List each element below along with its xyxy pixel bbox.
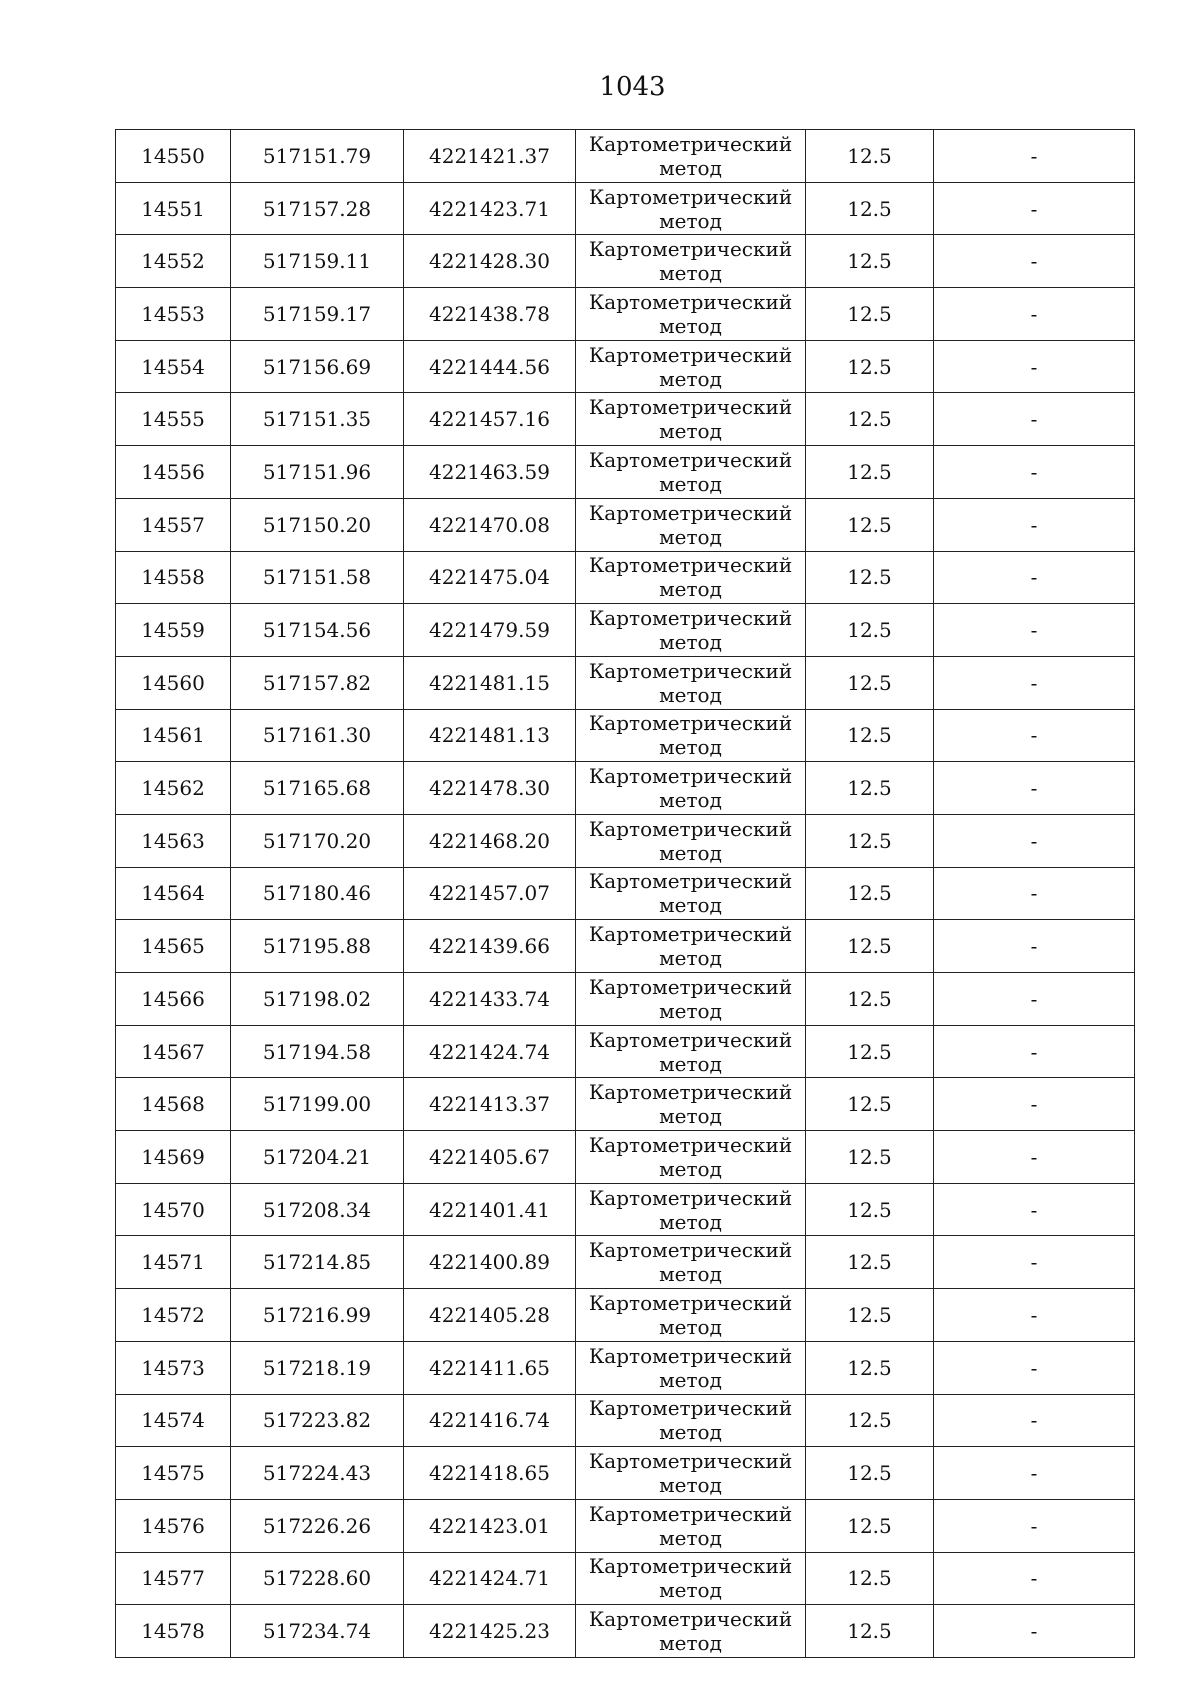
method-cell — [576, 762, 806, 815]
method-cell — [576, 1341, 806, 1394]
point-id-cell: 14558 — [116, 551, 231, 604]
method-cell — [576, 1447, 806, 1500]
x-coordinate-cell: 517228.60 — [231, 1552, 404, 1605]
y-coordinate-cell: 4221423.01 — [404, 1499, 576, 1552]
accuracy-cell: 12.5 — [806, 867, 934, 920]
note-cell: - — [934, 498, 1135, 551]
point-id-cell: 14570 — [116, 1183, 231, 1236]
table-row — [116, 235, 1135, 288]
method-cell — [576, 1183, 806, 1236]
method-line-1: Картометрический — [588, 1132, 793, 1157]
y-coordinate-cell: 4221424.71 — [404, 1552, 576, 1605]
table-row — [116, 288, 1135, 341]
method-line-1: Картометрический — [588, 922, 793, 947]
accuracy-cell: 12.5 — [806, 498, 934, 551]
method-line-1: Картометрический — [588, 1080, 793, 1105]
x-coordinate-cell: 517224.43 — [231, 1447, 404, 1500]
accuracy-cell: 12.5 — [806, 1394, 934, 1447]
method-line-1: Картометрический — [588, 289, 793, 314]
method-line-2: метод — [659, 840, 722, 865]
note-cell: - — [934, 235, 1135, 288]
method-cell — [576, 340, 806, 393]
table-row — [116, 1394, 1135, 1447]
y-coordinate-cell: 4221468.20 — [404, 814, 576, 867]
point-id-cell: 14553 — [116, 288, 231, 341]
y-coordinate-cell: 4221405.67 — [404, 1131, 576, 1184]
method-line-1: Картометрический — [588, 974, 793, 999]
method-cell — [576, 1552, 806, 1605]
method-line-2: метод — [659, 1578, 722, 1603]
accuracy-cell: 12.5 — [806, 762, 934, 815]
accuracy-cell: 12.5 — [806, 288, 934, 341]
note-cell: - — [934, 1078, 1135, 1131]
accuracy-cell: 12.5 — [806, 1236, 934, 1289]
method-line-2: метод — [659, 1262, 722, 1287]
point-id-cell: 14563 — [116, 814, 231, 867]
method-line-2: метод — [659, 1525, 722, 1550]
accuracy-cell: 12.5 — [806, 604, 934, 657]
method-cell — [576, 498, 806, 551]
table-row — [116, 1183, 1135, 1236]
method-line-1: Картометрический — [588, 1554, 793, 1579]
method-cell — [576, 656, 806, 709]
method-line-2: метод — [659, 261, 722, 286]
table-row — [116, 920, 1135, 973]
note-cell: - — [934, 130, 1135, 183]
method-cell — [576, 446, 806, 499]
table-row — [116, 1236, 1135, 1289]
accuracy-cell: 12.5 — [806, 551, 934, 604]
x-coordinate-cell: 517170.20 — [231, 814, 404, 867]
accuracy-cell: 12.5 — [806, 1289, 934, 1342]
point-id-cell: 14557 — [116, 498, 231, 551]
point-id-cell: 14559 — [116, 604, 231, 657]
method-line-1: Картометрический — [588, 131, 793, 156]
method-cell — [576, 1025, 806, 1078]
note-cell: - — [934, 1183, 1135, 1236]
note-cell: - — [934, 762, 1135, 815]
table-row — [116, 604, 1135, 657]
point-id-cell: 14551 — [116, 182, 231, 235]
accuracy-cell: 12.5 — [806, 1552, 934, 1605]
method-line-2: метод — [659, 788, 722, 813]
method-cell — [576, 1078, 806, 1131]
x-coordinate-cell: 517226.26 — [231, 1499, 404, 1552]
accuracy-cell: 12.5 — [806, 1131, 934, 1184]
note-cell: - — [934, 393, 1135, 446]
table-row — [116, 1289, 1135, 1342]
accuracy-cell: 12.5 — [806, 182, 934, 235]
point-id-cell: 14575 — [116, 1447, 231, 1500]
point-id-cell: 14564 — [116, 867, 231, 920]
method-line-1: Картометрический — [588, 342, 793, 367]
accuracy-cell: 12.5 — [806, 1341, 934, 1394]
method-line-1: Картометрический — [588, 1027, 793, 1052]
point-id-cell: 14567 — [116, 1025, 231, 1078]
page-number: 1043 — [599, 72, 666, 102]
table-row — [116, 656, 1135, 709]
method-line-2: метод — [659, 471, 722, 496]
method-line-1: Картометрический — [588, 184, 793, 209]
method-line-1: Картометрический — [588, 500, 793, 525]
accuracy-cell: 12.5 — [806, 709, 934, 762]
note-cell: - — [934, 1447, 1135, 1500]
method-line-2: метод — [659, 946, 722, 971]
accuracy-cell: 12.5 — [806, 920, 934, 973]
x-coordinate-cell: 517157.82 — [231, 656, 404, 709]
note-cell: - — [934, 1025, 1135, 1078]
method-cell — [576, 920, 806, 973]
x-coordinate-cell: 517198.02 — [231, 973, 404, 1026]
x-coordinate-cell: 517218.19 — [231, 1341, 404, 1394]
note-cell: - — [934, 604, 1135, 657]
accuracy-cell: 12.5 — [806, 973, 934, 1026]
method-line-1: Картометрический — [588, 1343, 793, 1368]
accuracy-cell: 12.5 — [806, 1078, 934, 1131]
table-row — [116, 1131, 1135, 1184]
method-line-1: Картометрический — [588, 606, 793, 631]
method-line-2: метод — [659, 524, 722, 549]
point-id-cell: 14573 — [116, 1341, 231, 1394]
x-coordinate-cell: 517214.85 — [231, 1236, 404, 1289]
point-id-cell: 14552 — [116, 235, 231, 288]
method-line-2: метод — [659, 577, 722, 602]
method-line-1: Картометрический — [588, 711, 793, 736]
method-cell — [576, 393, 806, 446]
method-line-1: Картометрический — [588, 658, 793, 683]
method-line-1: Картометрический — [588, 764, 793, 789]
note-cell: - — [934, 182, 1135, 235]
accuracy-cell: 12.5 — [806, 340, 934, 393]
x-coordinate-cell: 517234.74 — [231, 1605, 404, 1658]
note-cell: - — [934, 973, 1135, 1026]
y-coordinate-cell: 4221444.56 — [404, 340, 576, 393]
table-row — [116, 1499, 1135, 1552]
method-line-2: метод — [659, 735, 722, 760]
method-line-2: метод — [659, 1209, 722, 1234]
point-id-cell: 14569 — [116, 1131, 231, 1184]
y-coordinate-cell: 4221401.41 — [404, 1183, 576, 1236]
y-coordinate-cell: 4221413.37 — [404, 1078, 576, 1131]
note-cell: - — [934, 656, 1135, 709]
method-cell — [576, 1605, 806, 1658]
accuracy-cell: 12.5 — [806, 1447, 934, 1500]
y-coordinate-cell: 4221481.13 — [404, 709, 576, 762]
method-cell — [576, 867, 806, 920]
x-coordinate-cell: 517151.96 — [231, 446, 404, 499]
table-row — [116, 130, 1135, 183]
y-coordinate-cell: 4221424.74 — [404, 1025, 576, 1078]
note-cell: - — [934, 1552, 1135, 1605]
x-coordinate-cell: 517156.69 — [231, 340, 404, 393]
point-id-cell: 14571 — [116, 1236, 231, 1289]
note-cell: - — [934, 1499, 1135, 1552]
note-cell: - — [934, 551, 1135, 604]
x-coordinate-cell: 517157.28 — [231, 182, 404, 235]
method-line-2: метод — [659, 1367, 722, 1392]
method-cell — [576, 1289, 806, 1342]
note-cell: - — [934, 1236, 1135, 1289]
x-coordinate-cell: 517151.79 — [231, 130, 404, 183]
point-id-cell: 14560 — [116, 656, 231, 709]
method-line-1: Картометрический — [588, 447, 793, 472]
method-cell — [576, 235, 806, 288]
note-cell: - — [934, 1341, 1135, 1394]
table-row — [116, 973, 1135, 1026]
table-row — [116, 1078, 1135, 1131]
method-line-1: Картометрический — [588, 1185, 793, 1210]
x-coordinate-cell: 517159.17 — [231, 288, 404, 341]
method-cell — [576, 973, 806, 1026]
accuracy-cell: 12.5 — [806, 446, 934, 499]
x-coordinate-cell: 517204.21 — [231, 1131, 404, 1184]
method-cell — [576, 288, 806, 341]
method-line-1: Картометрический — [588, 1449, 793, 1474]
point-id-cell: 14578 — [116, 1605, 231, 1658]
accuracy-cell: 12.5 — [806, 1605, 934, 1658]
point-id-cell: 14550 — [116, 130, 231, 183]
accuracy-cell: 12.5 — [806, 130, 934, 183]
table-body — [116, 130, 1135, 1658]
method-cell — [576, 130, 806, 183]
y-coordinate-cell: 4221400.89 — [404, 1236, 576, 1289]
method-line-2: метод — [659, 630, 722, 655]
table-row — [116, 393, 1135, 446]
method-line-2: метод — [659, 1104, 722, 1129]
accuracy-cell: 12.5 — [806, 1499, 934, 1552]
method-cell — [576, 182, 806, 235]
x-coordinate-cell: 517151.58 — [231, 551, 404, 604]
coordinates-table — [115, 129, 1135, 1658]
note-cell: - — [934, 920, 1135, 973]
table-row — [116, 446, 1135, 499]
method-line-1: Картометрический — [588, 816, 793, 841]
x-coordinate-cell: 517150.20 — [231, 498, 404, 551]
point-id-cell: 14565 — [116, 920, 231, 973]
table-row — [116, 340, 1135, 393]
point-id-cell: 14554 — [116, 340, 231, 393]
point-id-cell: 14574 — [116, 1394, 231, 1447]
method-cell — [576, 604, 806, 657]
y-coordinate-cell: 4221438.78 — [404, 288, 576, 341]
method-line-2: метод — [659, 208, 722, 233]
x-coordinate-cell: 517154.56 — [231, 604, 404, 657]
method-line-2: метод — [659, 1314, 722, 1339]
y-coordinate-cell: 4221418.65 — [404, 1447, 576, 1500]
y-coordinate-cell: 4221457.16 — [404, 393, 576, 446]
note-cell: - — [934, 340, 1135, 393]
table-row — [116, 551, 1135, 604]
method-line-1: Картометрический — [588, 1290, 793, 1315]
y-coordinate-cell: 4221428.30 — [404, 235, 576, 288]
method-cell — [576, 1394, 806, 1447]
x-coordinate-cell: 517223.82 — [231, 1394, 404, 1447]
x-coordinate-cell: 517216.99 — [231, 1289, 404, 1342]
accuracy-cell: 12.5 — [806, 1183, 934, 1236]
method-line-1: Картометрический — [588, 1238, 793, 1263]
point-id-cell: 14561 — [116, 709, 231, 762]
x-coordinate-cell: 517194.58 — [231, 1025, 404, 1078]
table-row — [116, 1552, 1135, 1605]
method-cell — [576, 1236, 806, 1289]
y-coordinate-cell: 4221457.07 — [404, 867, 576, 920]
method-cell — [576, 551, 806, 604]
y-coordinate-cell: 4221425.23 — [404, 1605, 576, 1658]
method-line-1: Картометрический — [588, 1607, 793, 1632]
method-line-2: метод — [659, 1631, 722, 1656]
method-line-1: Картометрический — [588, 237, 793, 262]
x-coordinate-cell: 517151.35 — [231, 393, 404, 446]
method-line-1: Картометрический — [588, 553, 793, 578]
table-row — [116, 867, 1135, 920]
note-cell: - — [934, 1394, 1135, 1447]
method-line-1: Картометрический — [588, 1501, 793, 1526]
method-line-2: метод — [659, 366, 722, 391]
accuracy-cell: 12.5 — [806, 235, 934, 288]
y-coordinate-cell: 4221478.30 — [404, 762, 576, 815]
method-line-1: Картометрический — [588, 395, 793, 420]
method-line-2: метод — [659, 419, 722, 444]
method-line-1: Картометрический — [588, 1396, 793, 1421]
x-coordinate-cell: 517180.46 — [231, 867, 404, 920]
method-line-2: метод — [659, 1051, 722, 1076]
x-coordinate-cell: 517165.68 — [231, 762, 404, 815]
note-cell: - — [934, 814, 1135, 867]
y-coordinate-cell: 4221439.66 — [404, 920, 576, 973]
point-id-cell: 14562 — [116, 762, 231, 815]
table-row — [116, 1605, 1135, 1658]
point-id-cell: 14577 — [116, 1552, 231, 1605]
method-line-2: метод — [659, 1420, 722, 1445]
point-id-cell: 14572 — [116, 1289, 231, 1342]
accuracy-cell: 12.5 — [806, 814, 934, 867]
note-cell: - — [934, 1289, 1135, 1342]
y-coordinate-cell: 4221481.15 — [404, 656, 576, 709]
accuracy-cell: 12.5 — [806, 656, 934, 709]
y-coordinate-cell: 4221479.59 — [404, 604, 576, 657]
x-coordinate-cell: 517208.34 — [231, 1183, 404, 1236]
y-coordinate-cell: 4221470.08 — [404, 498, 576, 551]
method-line-2: метод — [659, 893, 722, 918]
method-line-2: метод — [659, 155, 722, 180]
y-coordinate-cell: 4221416.74 — [404, 1394, 576, 1447]
note-cell: - — [934, 1605, 1135, 1658]
table-row — [116, 814, 1135, 867]
table-row — [116, 1341, 1135, 1394]
x-coordinate-cell: 517159.11 — [231, 235, 404, 288]
y-coordinate-cell: 4221421.37 — [404, 130, 576, 183]
point-id-cell: 14555 — [116, 393, 231, 446]
x-coordinate-cell: 517195.88 — [231, 920, 404, 973]
point-id-cell: 14568 — [116, 1078, 231, 1131]
x-coordinate-cell: 517199.00 — [231, 1078, 404, 1131]
method-cell — [576, 709, 806, 762]
method-cell — [576, 1499, 806, 1552]
note-cell: - — [934, 446, 1135, 499]
table-row — [116, 1025, 1135, 1078]
point-id-cell: 14556 — [116, 446, 231, 499]
method-line-2: метод — [659, 1473, 722, 1498]
y-coordinate-cell: 4221411.65 — [404, 1341, 576, 1394]
method-line-1: Картометрический — [588, 869, 793, 894]
note-cell: - — [934, 867, 1135, 920]
method-cell — [576, 1131, 806, 1184]
table-row — [116, 709, 1135, 762]
note-cell: - — [934, 709, 1135, 762]
method-line-2: метод — [659, 1156, 722, 1181]
y-coordinate-cell: 4221433.74 — [404, 973, 576, 1026]
note-cell: - — [934, 288, 1135, 341]
note-cell: - — [934, 1131, 1135, 1184]
method-line-2: метод — [659, 682, 722, 707]
table-row — [116, 1447, 1135, 1500]
table-row — [116, 762, 1135, 815]
method-line-2: метод — [659, 313, 722, 338]
point-id-cell: 14576 — [116, 1499, 231, 1552]
x-coordinate-cell: 517161.30 — [231, 709, 404, 762]
table-row — [116, 182, 1135, 235]
accuracy-cell: 12.5 — [806, 393, 934, 446]
y-coordinate-cell: 4221463.59 — [404, 446, 576, 499]
method-line-2: метод — [659, 998, 722, 1023]
table-row — [116, 498, 1135, 551]
y-coordinate-cell: 4221475.04 — [404, 551, 576, 604]
y-coordinate-cell: 4221405.28 — [404, 1289, 576, 1342]
point-id-cell: 14566 — [116, 973, 231, 1026]
method-cell — [576, 814, 806, 867]
accuracy-cell: 12.5 — [806, 1025, 934, 1078]
y-coordinate-cell: 4221423.71 — [404, 182, 576, 235]
